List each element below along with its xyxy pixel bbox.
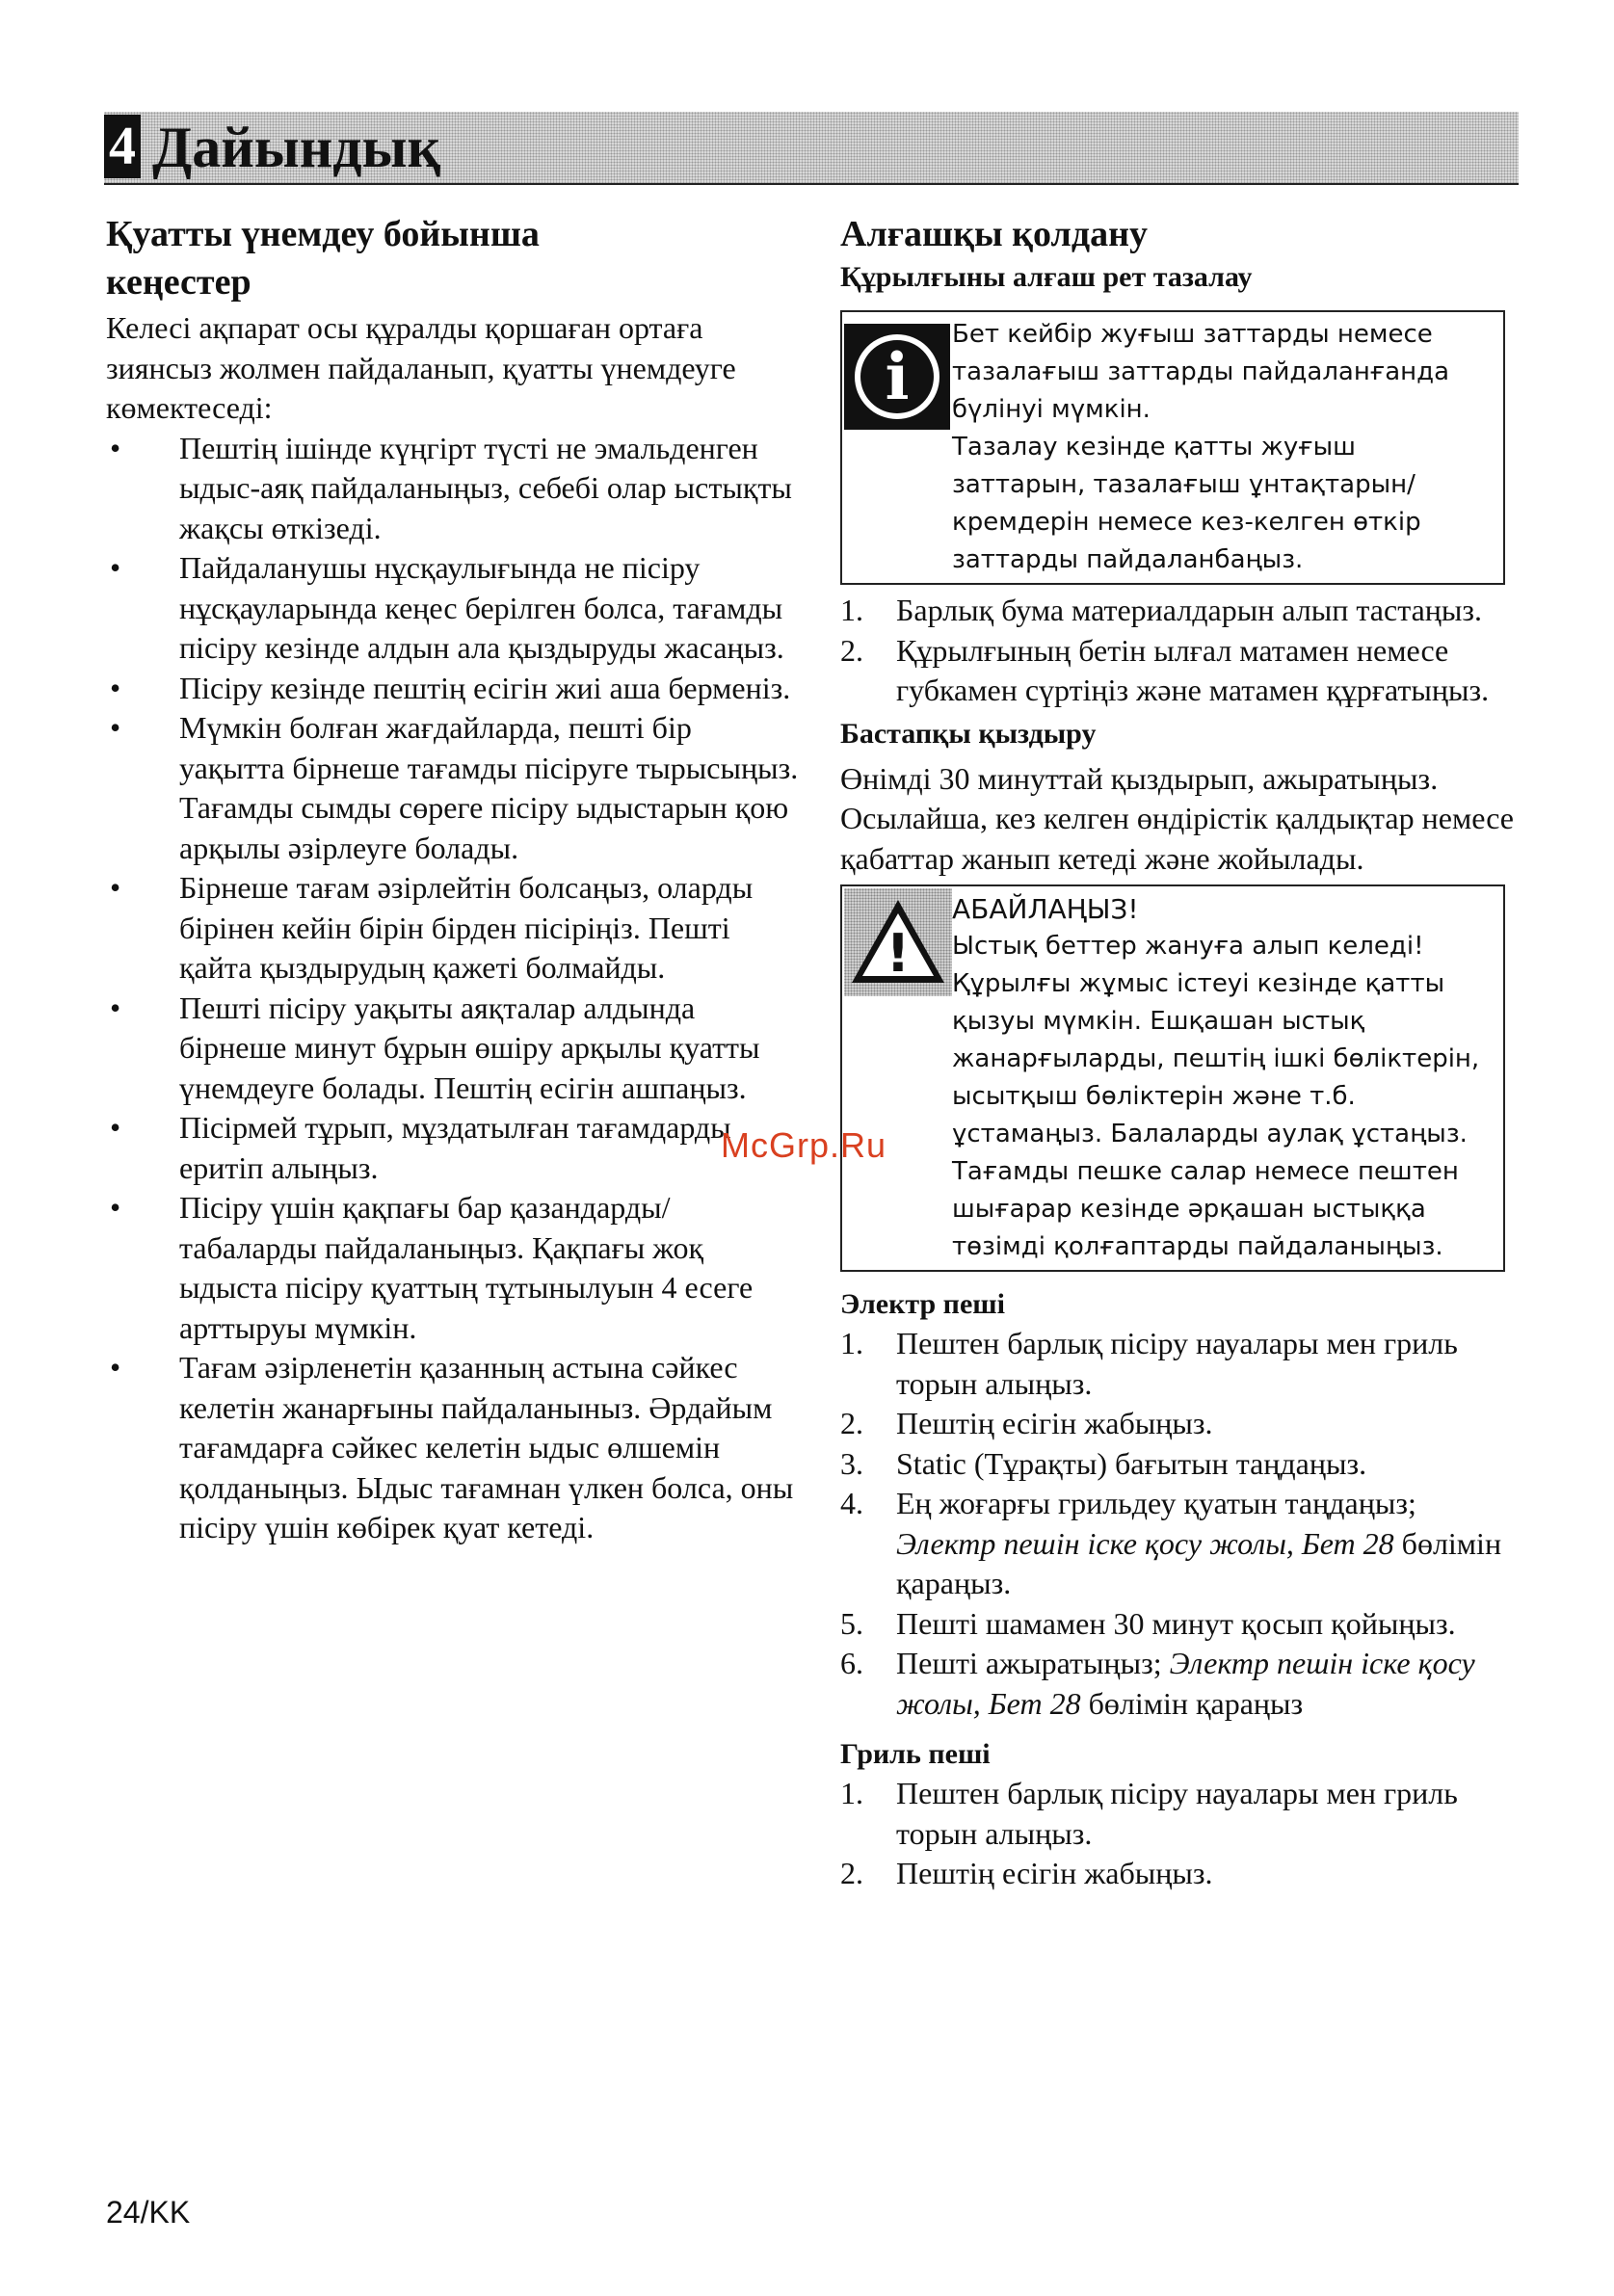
electric-oven-heading: Электр пеші — [840, 1288, 1005, 1320]
energy-intro: Келесі ақпарат осы құралды қоршаған ортаға зиянсыз жолмен пайдаланып, қуатты үнемдеуге көмектеседі: — [106, 310, 736, 425]
chapter-title: Дайындық — [152, 116, 441, 179]
first-use-heading: Алғашқы қолдану — [840, 214, 1148, 254]
watermark: McGrp.Ru — [721, 1125, 887, 1165]
energy-saving-heading: Қуатты үнемдеу бойынша кеңестер — [106, 214, 540, 303]
bullet-icon: • — [110, 870, 121, 905]
warning-title: АБАЙЛАҢЫЗ! — [952, 893, 1139, 925]
cross-reference-link: Электр пешін іске қосу жолы, Бет 28 — [896, 1646, 1475, 1721]
bullet-icon: • — [110, 1350, 121, 1385]
page-number: 24/KK — [106, 2195, 191, 2230]
cross-reference-link: Электр пешін іске қосу жолы, Бет 28 — [896, 1525, 1394, 1561]
cleaning-steps — [840, 591, 1515, 711]
list-item: 5. Пешті шамамен 30 минут қосып қойыңыз. — [840, 1605, 1456, 1641]
warning-box — [840, 884, 1505, 1272]
bullet-icon: • — [110, 550, 121, 585]
bullet-icon: • — [110, 990, 121, 1025]
bullet-icon: • — [110, 1110, 121, 1145]
warning-text-1: Ыстық беттер жануға алып келеді! Құрылғы жұмыс істеуі кезінде қатты қызуы мүмкін. Ешқашан ыстық жанарғыларды, пештің ішкі бөліктерін, ысытқыш бөліктерін және т.б. ұстамаңыз. Балаларды аулақ ұстаңыз. — [952, 932, 1480, 1148]
grill-oven-heading: Гриль пеші — [840, 1738, 991, 1770]
list-item: 1. Пештен барлық пісіру науалары мен гриль торын алыңыз. — [840, 1776, 1458, 1851]
warning-icon — [844, 888, 952, 996]
list-item: 2. Пештің есігін жабыңыз. — [840, 1856, 1213, 1890]
list-item: 1. Пештен барлық пісіру науалары мен гриль торын алыңыз. — [840, 1326, 1458, 1401]
list-item: • Пешті пісіру уақыты аяқталар алдында бірнеше минут бұрын өшіру арқылы қуатты үнемдеуге болады. Пештің есігін ашпаңыз. — [110, 990, 760, 1105]
left-column — [106, 210, 800, 1548]
info-text-1: Бет кейбір жуғыш заттарды немесе тазалағыш заттарды пайдаланғанда бүлінуі мүмкін. — [952, 320, 1450, 424]
list-item: • Пісіру үшін қақпағы бар қазандарды/табаларды пайдаланыңыз. Қақпағы жоқ ыдыста пісіру қуаттың тұтынылуын 4 есеге арттыруы мүмкін. — [110, 1190, 754, 1345]
first-cleaning-heading: Құрылғыны алғаш рет тазалау — [840, 261, 1253, 293]
warning-icon-symbol: ! — [886, 923, 911, 984]
list-item: • Пісіру кезінде пештің есігін жиі аша берменіз. — [106, 669, 800, 709]
right-column — [840, 210, 1515, 1894]
bullet-icon: • — [110, 430, 121, 465]
list-item: 2. Пештің есігін жабыңыз. — [840, 1406, 1213, 1440]
list-item: • Бірнеше тағам әзірлейтін болсаңыз, оларды бірінен кейін бірін бірден пісіріңіз. Пешті қайта қыздырудың қажеті болмайды. — [110, 870, 754, 985]
chapter-number: 4 — [104, 115, 141, 178]
list-item: • Тағам әзірленетін қазанның астына сәйкес келетін жанарғыны пайдаланыныз. Әрдайым тағамдарға сәйкес келетін ыдыс өлшемін қолданыңыз. Ыдыс тағамнан үлкен болса, оны пісіру үшін көбірек қуат кетеді. — [110, 1350, 794, 1544]
list-item: 6. Пешті ажыратыңыз; Электр пешін іске қосу жолы, Бет 28 бөлімін қараңыз — [840, 1646, 1475, 1721]
bullet-icon: • — [110, 670, 121, 705]
info-icon-letter: i — [885, 339, 910, 414]
list-item: 1. Барлық бума материалдарын алып тастаңыз. — [840, 593, 1483, 627]
info-box — [840, 310, 1505, 585]
electric-steps — [840, 1324, 1515, 1724]
warning-text-2: Тағамды пешке салар немесе пештен шығарар кезінде әрқашан ыстыққа төзімді қолғаптарды пайдаланыңыз. — [952, 1157, 1459, 1261]
preheat-heading: Бастапқы қыздыру — [840, 717, 1097, 750]
list-item: • Пісірмей тұрып, мұздатылған тағамдарды еритіп алыңыз. — [110, 1110, 731, 1185]
list-item: • Мүмкін болған жағдайларда, пешті бір уақытта бірнеше тағамды пісіруге тырысыңыз. Тағамды сымды сөреге пісіру ыдыстарын қою арқылы әзірлеуге болады. — [110, 710, 799, 865]
chapter-header — [104, 112, 1519, 185]
list-item: • Пештің ішінде күңгірт түсті не эмальденген ыдыс-аяқ пайдаланыңыз, себебі олар ыстықты жақсы өткізеді. — [110, 430, 792, 545]
info-icon — [844, 324, 950, 430]
list-item: 4. Ең жоғарғы грильдеу қуатын таңдаңыз; Электр пешін іске қосу жолы, Бет 28 бөлімін қараңыз. — [840, 1486, 1502, 1600]
bullet-icon: • — [110, 710, 121, 745]
list-item: • Пайдаланушы нұсқаулығында не пісіру нұсқауларында кеңес берілген болса, тағамды пісіру кезінде алдын ала қыздыруды жасаңыз. — [110, 550, 784, 665]
grill-steps — [840, 1774, 1515, 1894]
bullet-icon: • — [110, 1190, 121, 1225]
list-item: 2. Құрылғының бетін ылғал матамен немесе губкамен сүртіңіз және матамен құрғатыңыз. — [840, 632, 1490, 707]
list-item: 3. Static (Тұрақты) бағытын таңдаңыз. — [840, 1445, 1367, 1481]
preheat-text: Өнімді 30 минуттай қыздырып, ажыратыңыз. Осылайша, кез келген өндірістік қалдықтар немесе қабаттар жанып кетеді және жойылады. — [840, 760, 1514, 876]
info-text-2: Тазалау кезінде қатты жуғыш заттарын, тазалағыш ұнтақтарын/кремдерін немесе кез-келген өткір заттарды пайдаланбаңыз. — [952, 433, 1421, 574]
energy-tips-list — [106, 429, 800, 1548]
